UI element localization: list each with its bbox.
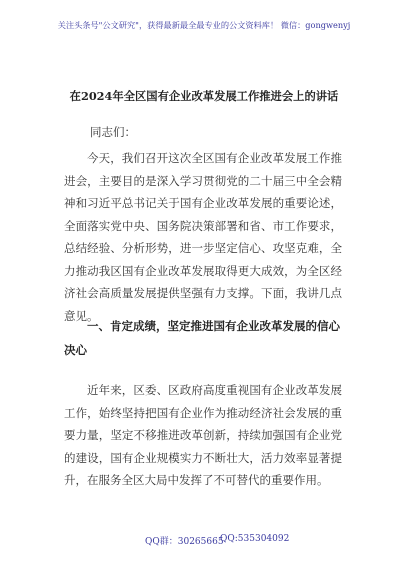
section-heading: 一、肯定成绩，坚定推进国有企业改革发展的信心决心 (64, 319, 340, 357)
footer-qq-group: QQ群：30265665 (145, 537, 224, 547)
header-note: 关注头条号"公文研究"，获得最新最全最专业的公文资料库！ 微信：gongwenyj (57, 20, 351, 30)
document-title: 在2024年全区国有企业改革发展工作推进会上的讲话 (69, 89, 339, 103)
salutation: 同志们： (90, 125, 136, 139)
footer-qq: QQ:535304092 (220, 534, 290, 544)
paragraph-intro: 今天，我们召开这次全区国有企业改革发展工作推进会，主要目的是深入学习贯彻党的二十届三中全会精神和习近平总书记关于国有企业改革发展的重要论述，全面落实党中央、国务院决策部署和省、市工作要求，总结经验、分析形势，进一步坚定信心、攻坚克难，全力推动我区国有企业改革发展取得更大成效，为全区经济社会高质量发展提供坚强有力支撑。下面，我讲几点意见。 (64, 151, 342, 323)
paragraph-achievements: 近年来，区委、区政府高度重视国有企业改革发展工作，始终坚持把国有企业作为推动经济社会发展的重要力量，坚定不移推进改革创新，持续加强国有企业党的建设，国有企业规模实力不断壮大，活力效率显著提升，在服务全区大局中发挥了不可替代的重要作用。 (64, 383, 342, 487)
